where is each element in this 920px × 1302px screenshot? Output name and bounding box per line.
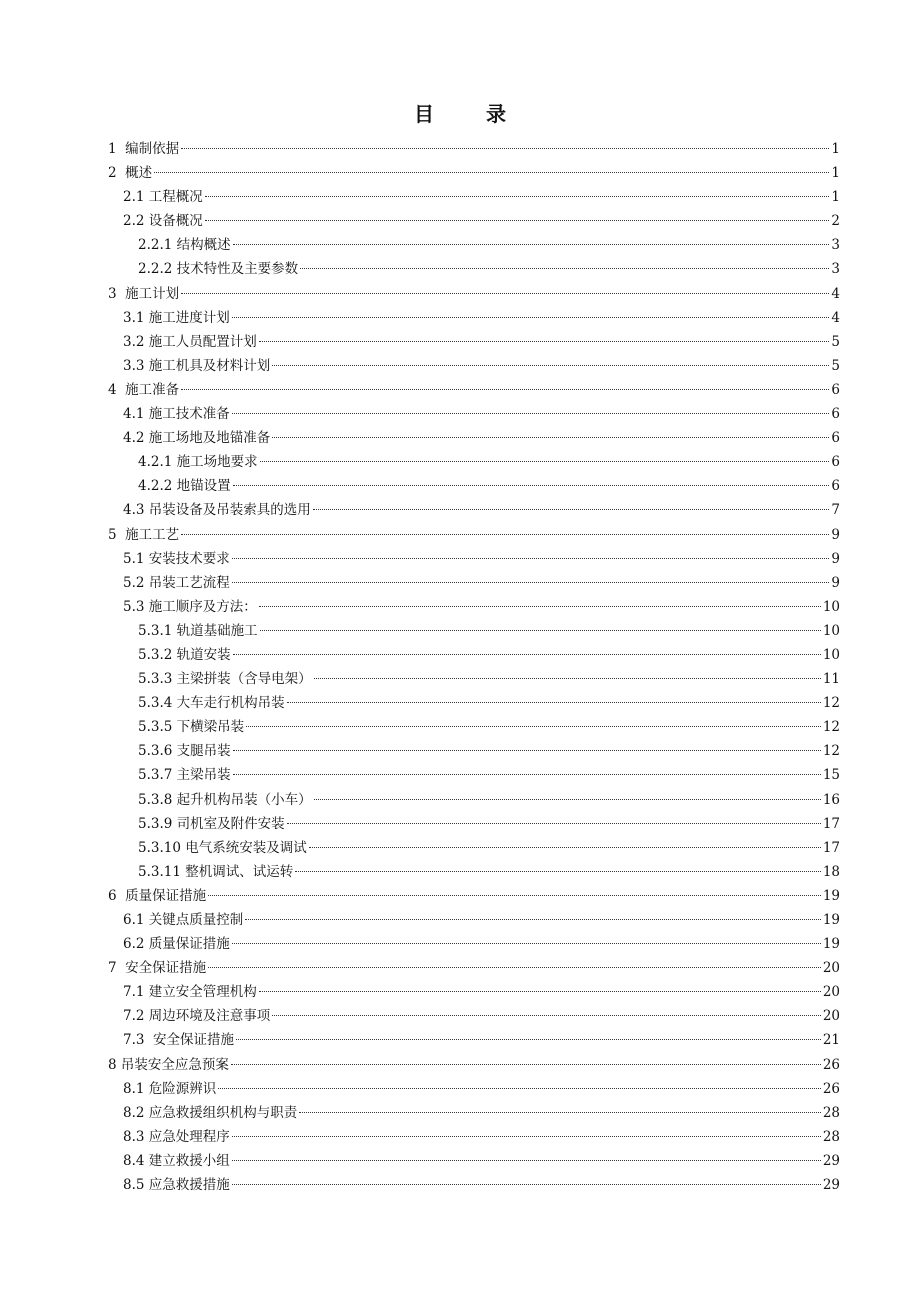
toc-entry-label: 4.1 施工技术准备 bbox=[123, 406, 230, 423]
toc-entry-label: 5.3.7 主梁吊装 bbox=[138, 767, 231, 784]
dot-leader bbox=[245, 919, 821, 920]
dot-leader bbox=[272, 437, 829, 438]
toc-entry-page-number: 16 bbox=[822, 791, 840, 808]
dot-leader bbox=[309, 847, 821, 848]
toc-entry-label: 3.2 施工人员配置计划 bbox=[123, 333, 257, 350]
toc-entry[interactable] bbox=[0, 1149, 920, 1173]
toc-entry[interactable] bbox=[0, 956, 920, 980]
toc-entry-page-number: 4 bbox=[831, 285, 840, 302]
toc-entry-label: 4.2 施工场地及地锚准备 bbox=[123, 430, 271, 447]
dot-leader bbox=[181, 534, 829, 535]
dot-leader bbox=[208, 895, 821, 896]
toc-entry[interactable] bbox=[0, 836, 920, 860]
toc-entry-page-number: 20 bbox=[822, 1008, 840, 1025]
toc-entry-page-number: 12 bbox=[822, 743, 840, 760]
toc-entry[interactable] bbox=[0, 1173, 920, 1197]
toc-entry[interactable] bbox=[0, 306, 920, 330]
toc-entry-label: 5.3 施工顺序及方法： bbox=[123, 598, 257, 615]
toc-entry-label: 6.2 质量保证措施 bbox=[123, 936, 230, 953]
toc-entry[interactable] bbox=[0, 619, 920, 643]
dot-leader bbox=[218, 1088, 821, 1089]
dot-leader bbox=[233, 485, 830, 486]
dot-leader bbox=[154, 172, 829, 173]
toc-entry-page-number: 17 bbox=[822, 815, 840, 832]
toc-entry-label: 8.3 应急处理程序 bbox=[123, 1128, 230, 1145]
dot-leader bbox=[272, 365, 829, 366]
toc-entry-label: 3.1 施工进度计划 bbox=[123, 309, 230, 326]
toc-entry-page-number: 7 bbox=[831, 502, 840, 519]
toc-entry-page-number: 19 bbox=[822, 912, 840, 928]
toc-entry-label: 1 编制依据 bbox=[108, 141, 180, 157]
toc-entry-page-number: 5 bbox=[831, 357, 840, 374]
dot-leader bbox=[246, 726, 821, 727]
toc-entry-page-number: 11 bbox=[822, 671, 840, 688]
toc-entry[interactable] bbox=[0, 739, 920, 763]
dot-leader bbox=[232, 413, 830, 414]
toc-entry-page-number: 2 bbox=[831, 213, 840, 230]
toc-entry-page-number: 9 bbox=[831, 574, 840, 591]
dot-leader bbox=[233, 244, 830, 245]
toc-entry[interactable] bbox=[0, 498, 920, 522]
toc-entry[interactable] bbox=[0, 691, 920, 715]
toc-entry[interactable] bbox=[0, 643, 920, 667]
toc-entry[interactable] bbox=[0, 860, 920, 884]
toc-entry-label: 2 概述 bbox=[108, 165, 153, 182]
dot-leader bbox=[260, 461, 830, 462]
toc-entry-label: 5.3.10 电气系统安装及调试 bbox=[138, 839, 307, 856]
toc-entry-label: 5.3.6 支腿吊装 bbox=[138, 743, 231, 760]
dot-leader bbox=[314, 678, 821, 679]
toc-entry[interactable] bbox=[0, 1004, 920, 1028]
toc-entry[interactable] bbox=[0, 378, 920, 402]
toc-entry-label: 5.3.9 司机室及附件安装 bbox=[138, 815, 285, 832]
toc-entry-page-number: 26 bbox=[822, 1080, 840, 1097]
toc-entry-label: 4.2.2 地锚设置 bbox=[138, 478, 231, 495]
toc-entry-label: 5.3.5 下横梁吊装 bbox=[138, 719, 245, 736]
toc-entry-page-number: 29 bbox=[822, 1177, 840, 1194]
toc-entry-label: 3 施工计划 bbox=[108, 285, 180, 302]
toc-entry[interactable] bbox=[0, 812, 920, 836]
toc-entry-label: 4 施工准备 bbox=[108, 381, 180, 398]
toc-entry-page-number: 6 bbox=[831, 478, 840, 495]
toc-entry-label: 8.4 建立救援小组 bbox=[123, 1152, 230, 1169]
toc-entry[interactable] bbox=[0, 715, 920, 739]
toc-entry-label: 5.3.4 大车走行机构吊装 bbox=[138, 695, 285, 712]
toc-entry-label: 5.3.1 轨道基础施工 bbox=[138, 622, 258, 639]
toc-entry[interactable] bbox=[0, 282, 920, 306]
toc-entry-label: 8.2 应急救援组织机构与职责 bbox=[123, 1104, 298, 1121]
toc-entry-page-number: 20 bbox=[822, 960, 840, 977]
toc-entry-label: 4.3 吊装设备及吊装索具的选用 bbox=[123, 502, 311, 519]
dot-leader bbox=[181, 389, 829, 390]
dot-leader bbox=[236, 1039, 821, 1040]
toc-entry-page-number: 21 bbox=[822, 1032, 840, 1049]
dot-leader bbox=[259, 341, 830, 342]
toc-entry-page-number: 4 bbox=[831, 309, 840, 326]
toc-entry-page-number: 9 bbox=[831, 550, 840, 567]
toc-entry[interactable] bbox=[0, 1101, 920, 1125]
dot-leader bbox=[232, 317, 830, 318]
dot-leader bbox=[232, 558, 830, 559]
dot-leader bbox=[231, 1064, 821, 1065]
toc-entry-page-number: 10 bbox=[822, 622, 840, 639]
toc-entry[interactable] bbox=[0, 354, 920, 378]
dot-leader bbox=[313, 509, 830, 510]
toc-entry-page-number: 28 bbox=[822, 1128, 840, 1145]
dot-leader bbox=[232, 1184, 821, 1185]
toc-entry[interactable] bbox=[0, 426, 920, 450]
toc-entry-label: 7.3 安全保证措施 bbox=[123, 1032, 235, 1049]
toc-entry-label: 7 安全保证措施 bbox=[108, 960, 207, 977]
toc-entry[interactable] bbox=[0, 137, 920, 161]
toc-entry[interactable] bbox=[0, 1077, 920, 1101]
dot-leader bbox=[314, 799, 821, 800]
toc-entry-label: 4.2.1 施工场地要求 bbox=[138, 454, 258, 471]
toc-entry[interactable] bbox=[0, 257, 920, 281]
dot-leader bbox=[232, 1160, 821, 1161]
toc-entry-label: 5.3.2 轨道安装 bbox=[138, 646, 231, 663]
toc-entry[interactable] bbox=[0, 209, 920, 233]
toc-entry-label: 5.3.11 整机调试、试运转 bbox=[138, 863, 294, 880]
dot-leader bbox=[287, 702, 821, 703]
toc-entry-label: 5.1 安装技术要求 bbox=[123, 550, 230, 567]
table-of-contents bbox=[0, 137, 920, 1197]
toc-entry-page-number: 10 bbox=[822, 646, 840, 663]
toc-entry-page-number: 9 bbox=[831, 526, 840, 543]
toc-entry-label: 5.3.3 主梁拼装（含导电架） bbox=[138, 671, 312, 688]
toc-entry-page-number: 12 bbox=[822, 695, 840, 712]
toc-entry[interactable] bbox=[0, 667, 920, 691]
toc-entry-page-number: 5 bbox=[831, 333, 840, 350]
toc-entry-label: 7.1 建立安全管理机构 bbox=[123, 984, 257, 1001]
toc-entry[interactable] bbox=[0, 932, 920, 956]
dot-leader bbox=[287, 823, 821, 824]
dot-leader bbox=[259, 606, 821, 607]
toc-entry-page-number: 6 bbox=[831, 454, 840, 471]
toc-entry[interactable] bbox=[0, 450, 920, 474]
dot-leader bbox=[260, 630, 821, 631]
toc-entry[interactable] bbox=[0, 908, 920, 932]
toc-entry-page-number: 15 bbox=[822, 767, 840, 784]
dot-leader bbox=[232, 582, 830, 583]
toc-entry-page-number: 18 bbox=[822, 863, 840, 880]
toc-entry-page-number: 20 bbox=[822, 984, 840, 1001]
toc-entry[interactable] bbox=[0, 1028, 920, 1052]
toc-entry-label: 2.1 工程概况 bbox=[123, 189, 203, 206]
toc-entry[interactable] bbox=[0, 330, 920, 354]
dot-leader bbox=[205, 220, 830, 221]
toc-entry-label: 8.1 危险源辨识 bbox=[123, 1080, 217, 1097]
toc-entry-page-number: 3 bbox=[831, 237, 840, 254]
toc-entry[interactable] bbox=[0, 1125, 920, 1149]
dot-leader bbox=[300, 268, 829, 269]
toc-entry-page-number: 1 bbox=[831, 141, 840, 157]
toc-entry-page-number: 12 bbox=[822, 719, 840, 736]
toc-entry-label: 8.5 应急救援措施 bbox=[123, 1177, 230, 1194]
toc-entry-page-number: 3 bbox=[831, 261, 840, 278]
dot-leader bbox=[208, 967, 821, 968]
toc-entry-label: 2.2.2 技术特性及主要参数 bbox=[138, 261, 299, 278]
toc-entry-label: 2.2 设备概况 bbox=[123, 213, 203, 230]
toc-entry-label: 2.2.1 结构概述 bbox=[138, 237, 231, 254]
toc-entry[interactable] bbox=[0, 788, 920, 812]
toc-entry-page-number: 6 bbox=[831, 430, 840, 447]
toc-entry-page-number: 28 bbox=[822, 1104, 840, 1121]
dot-leader bbox=[233, 750, 821, 751]
toc-entry-label: 5 施工工艺 bbox=[108, 526, 180, 543]
toc-entry[interactable] bbox=[0, 523, 920, 547]
dot-leader bbox=[233, 654, 821, 655]
toc-entry-page-number: 1 bbox=[831, 165, 840, 182]
toc-entry-label: 6 质量保证措施 bbox=[108, 887, 207, 904]
toc-entry-page-number: 19 bbox=[822, 887, 840, 904]
toc-entry-page-number: 19 bbox=[822, 936, 840, 953]
dot-leader bbox=[295, 871, 821, 872]
page-title: 目 录 bbox=[414, 102, 522, 126]
toc-entry[interactable] bbox=[0, 1053, 920, 1077]
toc-entry-page-number: 1 bbox=[831, 189, 840, 206]
toc-entry-page-number: 29 bbox=[822, 1152, 840, 1169]
toc-entry[interactable] bbox=[0, 402, 920, 426]
toc-entry[interactable] bbox=[0, 571, 920, 595]
dot-leader bbox=[232, 1136, 821, 1137]
dot-leader bbox=[181, 293, 829, 294]
toc-entry-label: 5.2 吊装工艺流程 bbox=[123, 574, 230, 591]
toc-entry-page-number: 6 bbox=[831, 381, 840, 398]
dot-leader bbox=[299, 1112, 821, 1113]
toc-entry-label: 8 吊装安全应急预案 bbox=[108, 1056, 229, 1073]
dot-leader bbox=[232, 943, 821, 944]
toc-entry-page-number: 10 bbox=[822, 598, 840, 615]
toc-entry[interactable] bbox=[0, 474, 920, 498]
toc-entry-label: 5.3.8 起升机构吊装（小车） bbox=[138, 791, 312, 808]
toc-entry[interactable] bbox=[0, 884, 920, 908]
toc-entry[interactable] bbox=[0, 233, 920, 257]
toc-entry[interactable] bbox=[0, 547, 920, 571]
toc-entry-page-number: 26 bbox=[822, 1056, 840, 1073]
toc-entry-page-number: 6 bbox=[831, 406, 840, 423]
toc-entry[interactable] bbox=[0, 980, 920, 1004]
toc-entry[interactable] bbox=[0, 161, 920, 185]
toc-entry-label: 7.2 周边环境及注意事项 bbox=[123, 1008, 271, 1025]
dot-leader bbox=[272, 1015, 821, 1016]
dot-leader bbox=[181, 148, 829, 149]
toc-entry[interactable] bbox=[0, 763, 920, 787]
dot-leader bbox=[259, 991, 821, 992]
toc-entry[interactable] bbox=[0, 595, 920, 619]
toc-entry-page-number: 17 bbox=[822, 839, 840, 856]
toc-entry-label: 3.3 施工机具及材料计划 bbox=[123, 357, 271, 374]
dot-leader bbox=[233, 774, 821, 775]
toc-entry[interactable] bbox=[0, 185, 920, 209]
dot-leader bbox=[205, 196, 830, 197]
toc-entry-label: 6.1 关键点质量控制 bbox=[123, 912, 244, 928]
